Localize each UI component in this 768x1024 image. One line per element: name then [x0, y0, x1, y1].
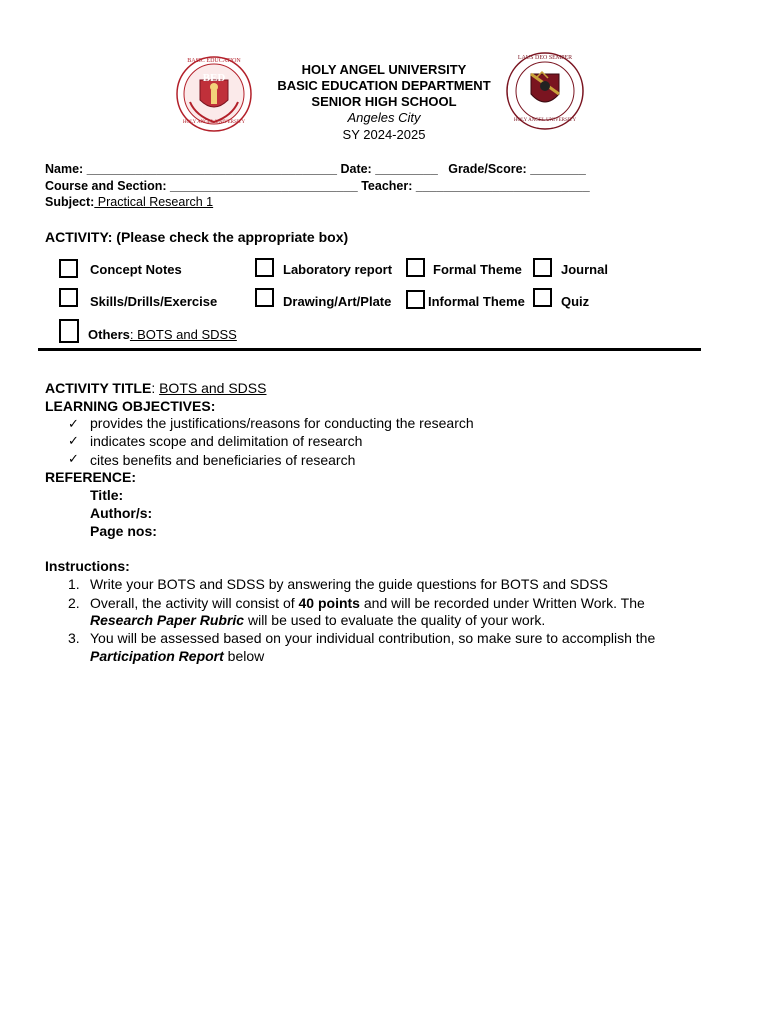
check-icon: ✓	[68, 433, 79, 448]
instruction-number: 2.	[68, 595, 80, 611]
others-row	[88, 327, 237, 343]
reference-author-label: Author/s:	[90, 505, 153, 521]
instructions-heading: Instructions:	[45, 558, 130, 574]
school-name: SENIOR HIGH SCHOOL	[311, 94, 457, 109]
option-concept-notes: Concept Notes	[90, 262, 182, 277]
date-label: Date:	[340, 162, 372, 176]
others-label: Others	[88, 327, 130, 342]
subject-value: Practical Research 1	[94, 195, 214, 209]
right-seal-text-top: LAUS DEO SEMPER	[517, 55, 573, 61]
instruction-item-3-cont	[90, 648, 264, 665]
objective-item: cites benefits and beneficiaries of research	[90, 452, 356, 468]
objective-item: indicates scope and delimitation of research	[90, 433, 363, 449]
checkbox-informal-theme[interactable]	[406, 290, 425, 309]
instruction-number: 1.	[68, 576, 80, 592]
option-formal-theme: Formal Theme	[433, 262, 522, 277]
checkbox-quiz[interactable]	[533, 288, 552, 307]
objective-item: provides the justifications/reasons for conducting the research	[90, 415, 474, 431]
activity-heading: ACTIVITY: (Please check the appropriate box)	[45, 229, 349, 245]
checkbox-journal[interactable]	[533, 258, 552, 277]
instruction-item-1: Write your BOTS and SDSS by answering the guide questions for BOTS and SDSS	[90, 576, 608, 592]
reference-title-label: Title:	[90, 487, 124, 503]
instruction-3-text-c: below	[223, 648, 265, 664]
activity-title-row	[45, 380, 266, 397]
grade-label: Grade/Score:	[448, 162, 527, 176]
instruction-item-3: You will be assessed based on your individual contribution, so make sure to accomplish the	[90, 630, 656, 646]
city-name: Angeles City	[347, 110, 421, 125]
school-year: SY 2024-2025	[342, 127, 426, 142]
instruction-2-rubric: Research Paper Rubric	[90, 612, 245, 628]
check-icon: ✓	[68, 451, 79, 466]
department-name: BASIC EDUCATION DEPARTMENT	[277, 78, 491, 93]
grade-field[interactable]: ________	[530, 162, 586, 176]
name-label: Name:	[45, 162, 84, 176]
activity-title-colon: :	[151, 380, 160, 396]
teacher-label: Teacher:	[361, 179, 413, 193]
activity-title-label: ACTIVITY TITLE	[45, 380, 152, 396]
checkbox-laboratory-report[interactable]	[255, 258, 274, 277]
subject-field-row	[45, 194, 213, 210]
checkbox-drawing-art-plate[interactable]	[255, 288, 274, 307]
right-seal-text-bottom: HOLY ANGEL UNIVERSITY	[513, 118, 577, 123]
name-field-row	[45, 161, 586, 177]
instruction-number: 3.	[68, 630, 80, 646]
instruction-item-2	[90, 595, 645, 612]
check-icon: ✓	[68, 416, 79, 431]
instruction-2-text-c: and will be recorded under Written Work. The	[359, 595, 645, 611]
option-quiz: Quiz	[561, 294, 590, 309]
instruction-2-points: 40 points	[298, 595, 360, 611]
section-divider	[38, 348, 701, 351]
course-field[interactable]: ___________________________	[170, 179, 358, 193]
checkbox-others[interactable]	[59, 319, 79, 343]
option-skills-drills-exercise: Skills/Drills/Exercise	[90, 294, 218, 309]
option-journal: Journal	[561, 262, 608, 277]
checkbox-skills-drills-exercise[interactable]	[59, 288, 78, 307]
checkbox-formal-theme[interactable]	[406, 258, 425, 277]
instruction-item-2-cont	[90, 612, 545, 629]
checkbox-concept-notes[interactable]	[59, 259, 78, 278]
learning-objectives-heading: LEARNING OBJECTIVES:	[45, 398, 216, 414]
subject-label: Subject:	[45, 195, 95, 209]
name-field[interactable]: ____________________________________	[86, 162, 337, 176]
course-field-row	[45, 178, 590, 194]
left-seal-text-bottom: HOLY ANGEL UNIVERSITY	[182, 120, 246, 125]
date-field[interactable]: _________	[375, 162, 438, 176]
instruction-2-text-a: Overall, the activity will consist of	[90, 595, 299, 611]
left-seal-text-top: BASIC EDUCATION	[187, 58, 241, 64]
course-label: Course and Section:	[45, 179, 167, 193]
option-laboratory-report: Laboratory report	[283, 262, 393, 277]
teacher-field[interactable]: _________________________	[415, 179, 590, 193]
university-name: HOLY ANGEL UNIVERSITY	[301, 62, 467, 77]
option-informal-theme: Informal Theme	[428, 294, 525, 309]
reference-heading: REFERENCE:	[45, 469, 137, 485]
instruction-3-report: Participation Report	[90, 648, 224, 664]
left-seal-text-center: BED	[202, 72, 226, 84]
option-drawing-art-plate: Drawing/Art/Plate	[283, 294, 392, 309]
reference-pages-label: Page nos:	[90, 523, 157, 539]
instruction-2-text-e: will be used to evaluate the quality of your work.	[244, 612, 546, 628]
activity-title-value: BOTS and SDSS	[159, 380, 267, 396]
others-value: : BOTS and SDSS	[129, 327, 237, 342]
